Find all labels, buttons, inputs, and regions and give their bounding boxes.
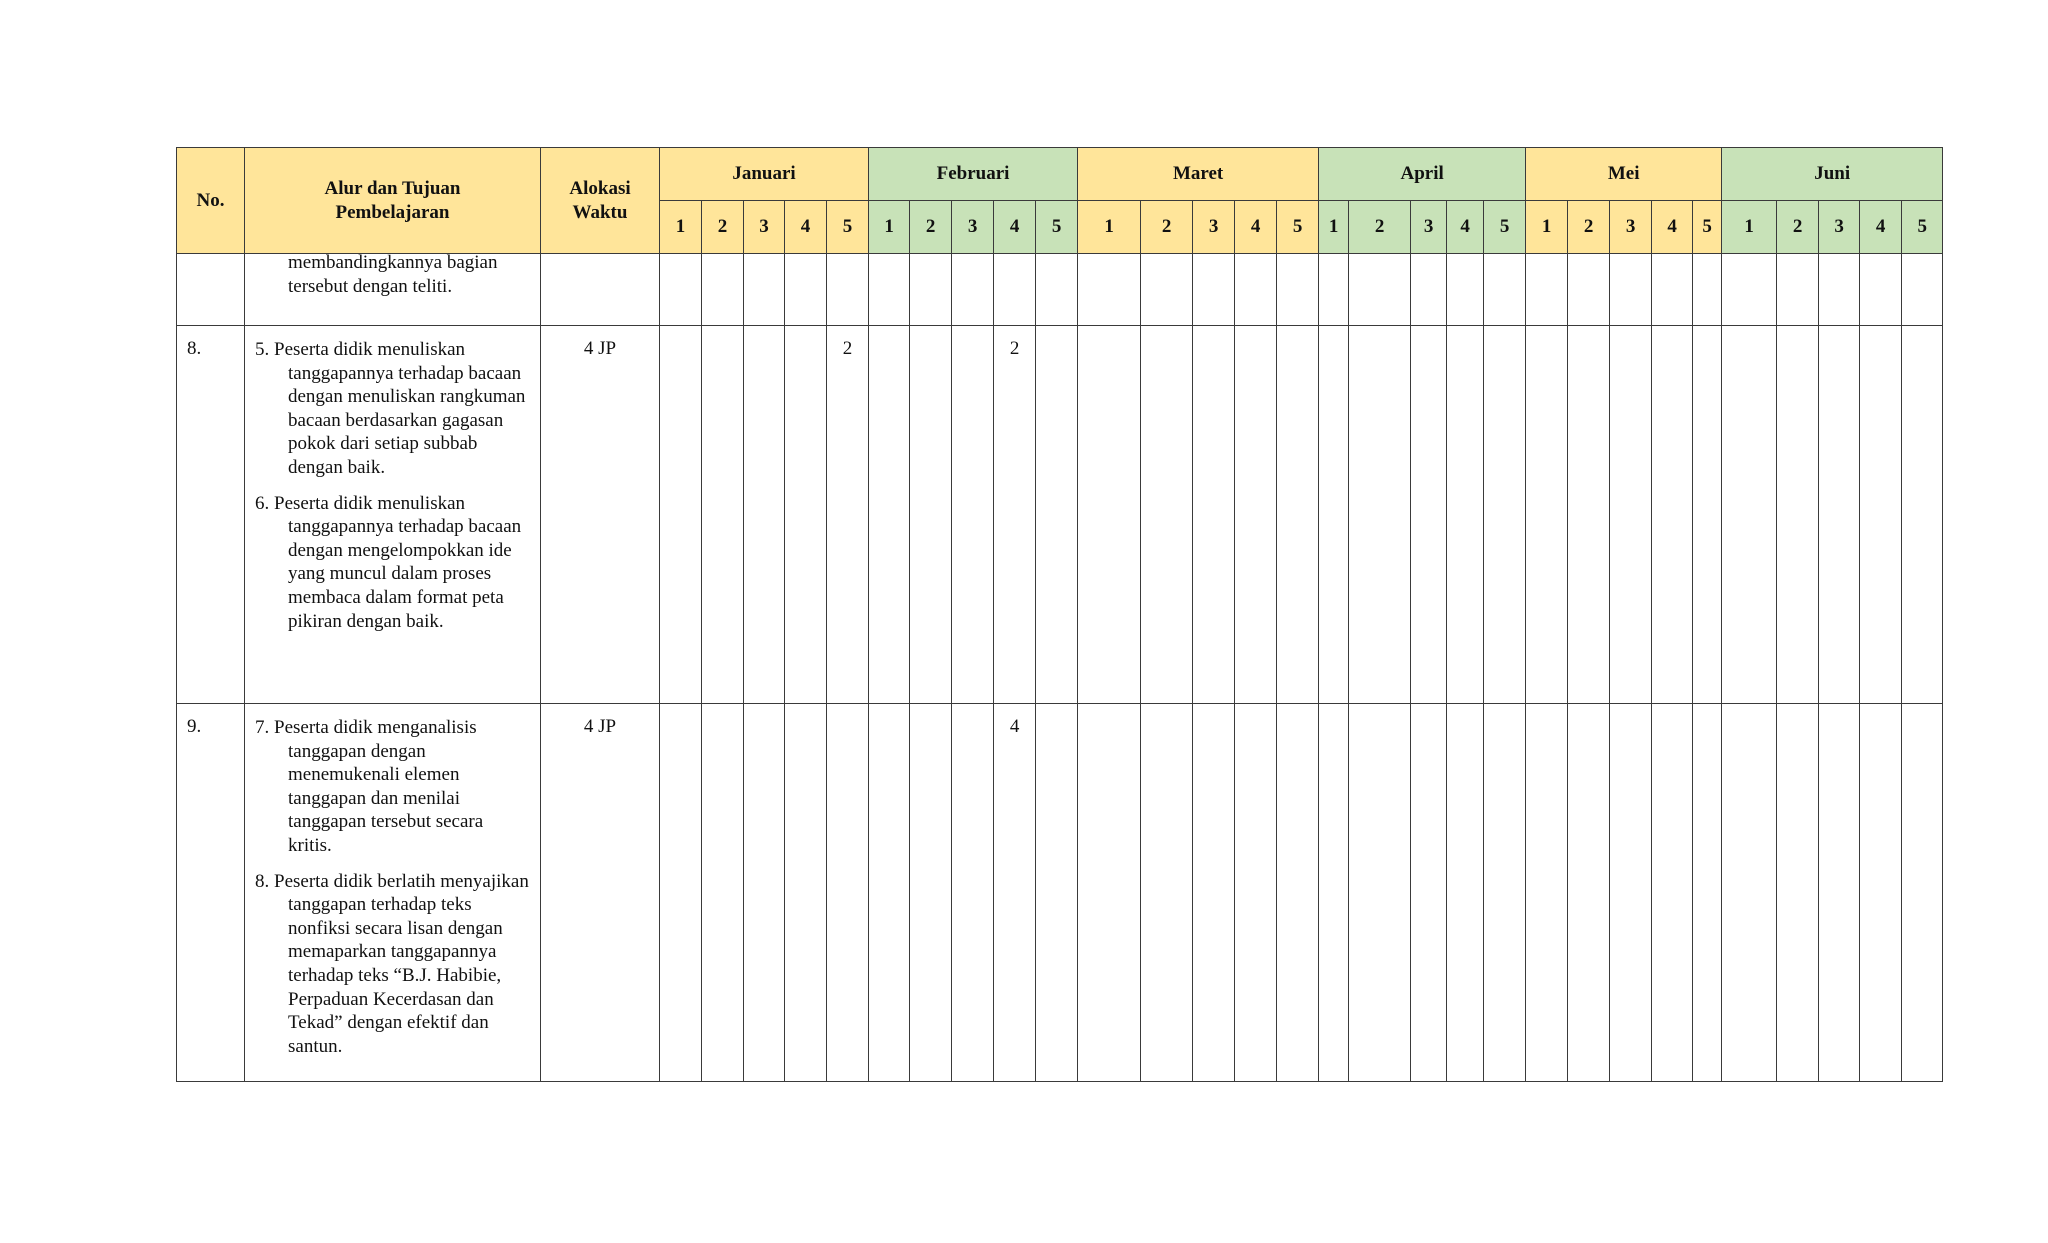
week-cell [1319, 704, 1349, 1082]
month-maret: Maret [1078, 148, 1319, 201]
week-cell [1568, 704, 1610, 1082]
week-cell [1902, 254, 1943, 326]
week-number: 1 [1078, 201, 1141, 254]
week-cell [744, 254, 785, 326]
week-number: 3 [1411, 201, 1447, 254]
week-cell [1568, 326, 1610, 704]
week-cell [1349, 254, 1411, 326]
learning-objectives [245, 704, 541, 1082]
learning-objectives [245, 254, 541, 326]
week-cell [1141, 254, 1193, 326]
week-cell [1036, 326, 1078, 704]
objective-item: 5. Peserta didik menuliskan tanggapannya terhadap bacaan dengan menuliskan rangkuman bacaan berdasarkan gagasan pokok dari setiap subbab dengan baik. [255, 339, 526, 478]
week-cell [1777, 326, 1819, 704]
week-cell [702, 254, 744, 326]
week-cell [952, 704, 994, 1082]
week-number: 5 [1484, 201, 1526, 254]
month-januari: Januari [660, 148, 869, 201]
week-cell [1277, 254, 1319, 326]
month-juni: Juni [1722, 148, 1943, 201]
week-cell [702, 326, 744, 704]
week-cell [1777, 254, 1819, 326]
header-row [177, 148, 1943, 201]
week-cell [827, 254, 869, 326]
week-cell [1141, 704, 1193, 1082]
week-cell [1447, 704, 1484, 1082]
week-cell [910, 326, 952, 704]
week-number: 2 [702, 201, 744, 254]
week-cell [1610, 254, 1652, 326]
week-cell [1693, 326, 1722, 704]
week-cell [1722, 704, 1777, 1082]
week-cell [785, 254, 827, 326]
table-row [177, 254, 1943, 326]
week-cell [1235, 326, 1277, 704]
week-cell [1610, 326, 1652, 704]
month-mei: Mei [1526, 148, 1722, 201]
objective-item: 7. Peserta didik menganalisis tanggapan dengan menemukenali elemen tanggapan dan menilai tanggapan tersebut secara kritis. [255, 717, 484, 856]
row-number [177, 254, 245, 326]
week-number: 2 [1141, 201, 1193, 254]
week-cell [1610, 704, 1652, 1082]
week-cell [1484, 254, 1526, 326]
week-cell [1078, 326, 1141, 704]
row-number: 9. [177, 704, 245, 1082]
week-number: 1 [660, 201, 702, 254]
week-number: 4 [785, 201, 827, 254]
week-cell [1078, 704, 1141, 1082]
week-number: 5 [1277, 201, 1319, 254]
time-allocation: 4 JP [541, 326, 660, 704]
week-cell [1036, 254, 1078, 326]
week-cell [1693, 704, 1722, 1082]
week-number: 4 [1860, 201, 1902, 254]
week-cell [660, 254, 702, 326]
week-cell [1860, 254, 1902, 326]
week-cell [1693, 254, 1722, 326]
week-number: 3 [952, 201, 994, 254]
week-cell [1819, 326, 1860, 704]
week-cell [1349, 326, 1411, 704]
week-cell [1819, 704, 1860, 1082]
row-number: 8. [177, 326, 245, 704]
week-cell [1319, 326, 1349, 704]
week-cell [1484, 326, 1526, 704]
week-number: 3 [744, 201, 785, 254]
week-number: 4 [1235, 201, 1277, 254]
week-cell [910, 254, 952, 326]
week-number: 1 [1526, 201, 1568, 254]
week-number: 2 [910, 201, 952, 254]
week-cell [1349, 704, 1411, 1082]
week-cell [1484, 704, 1526, 1082]
week-cell [744, 326, 785, 704]
week-cell [1902, 704, 1943, 1082]
week-cell [1902, 326, 1943, 704]
week-cell [1777, 704, 1819, 1082]
week-cell: 2 [827, 326, 869, 704]
week-number: 4 [994, 201, 1036, 254]
week-cell [785, 326, 827, 704]
week-number: 3 [1610, 201, 1652, 254]
week-number: 2 [1349, 201, 1411, 254]
week-number: 5 [1693, 201, 1722, 254]
objective-item: 8. Peserta didik berlatih menyajikan tanggapan terhadap teks nonfiksi secara lisan dengan memaparkan tanggapannya terhadap teks “B.J. Habibie, Perpaduan Kecerdasan dan Tekad” dengan efektif dan santun. [255, 870, 529, 1057]
week-cell [1193, 326, 1235, 704]
month-februari: Februari [869, 148, 1078, 201]
week-cell [744, 704, 785, 1082]
week-number: 1 [1722, 201, 1777, 254]
week-cell [1447, 326, 1484, 704]
week-cell [1819, 254, 1860, 326]
week-number: 1 [1319, 201, 1349, 254]
week-cell [1319, 254, 1349, 326]
week-cell [1860, 704, 1902, 1082]
week-cell [785, 704, 827, 1082]
week-cell [1568, 254, 1610, 326]
time-allocation: 4 JP [541, 704, 660, 1082]
header-no: No. [177, 148, 245, 254]
week-number: 4 [1447, 201, 1484, 254]
objective-item: 6. Peserta didik menuliskan tanggapannya terhadap bacaan dengan mengelompokkan ide yang muncul dalam proses membaca dalam format peta pikiran dengan baik. [255, 492, 522, 632]
week-number: 5 [827, 201, 869, 254]
week-cell [1078, 254, 1141, 326]
week-number: 2 [1568, 201, 1610, 254]
continued-text: membandingkannya bagian tersebut dengan teliti. [288, 252, 498, 297]
week-cell [1722, 326, 1777, 704]
week-cell [1193, 704, 1235, 1082]
week-cell [1411, 704, 1447, 1082]
week-cell [1411, 326, 1447, 704]
week-cell [1411, 254, 1447, 326]
week-number: 5 [1902, 201, 1943, 254]
week-cell [1652, 254, 1693, 326]
week-cell [1036, 704, 1078, 1082]
week-cell: 4 [994, 704, 1036, 1082]
week-cell: 2 [994, 326, 1036, 704]
header-alur: Alur dan Tujuan Pembelajaran [245, 148, 541, 254]
week-cell [1277, 704, 1319, 1082]
learning-objectives [245, 326, 541, 704]
week-cell [1652, 704, 1693, 1082]
week-cell [1722, 254, 1777, 326]
week-number: 2 [1777, 201, 1819, 254]
week-cell [952, 326, 994, 704]
week-cell [869, 326, 910, 704]
week-number: 4 [1652, 201, 1693, 254]
week-number: 1 [869, 201, 910, 254]
header-alokasi: Alokasi Waktu [541, 148, 660, 254]
week-cell [1526, 254, 1568, 326]
week-cell [660, 326, 702, 704]
week-number: 5 [1036, 201, 1078, 254]
week-cell [1526, 704, 1568, 1082]
week-cell [1193, 254, 1235, 326]
schedule-table [176, 147, 1943, 1082]
week-cell [827, 704, 869, 1082]
week-cell [1447, 254, 1484, 326]
week-cell [1235, 704, 1277, 1082]
week-cell [1235, 254, 1277, 326]
week-number: 3 [1819, 201, 1860, 254]
week-cell [994, 254, 1036, 326]
week-cell [660, 704, 702, 1082]
week-cell [952, 254, 994, 326]
week-cell [702, 704, 744, 1082]
table-row [177, 704, 1943, 1082]
table-row [177, 326, 1943, 704]
week-cell [1860, 326, 1902, 704]
time-allocation [541, 254, 660, 326]
week-cell [910, 704, 952, 1082]
week-cell [869, 704, 910, 1082]
month-april: April [1319, 148, 1526, 201]
week-cell [1652, 326, 1693, 704]
week-cell [1141, 326, 1193, 704]
week-cell [1277, 326, 1319, 704]
week-cell [869, 254, 910, 326]
week-number: 3 [1193, 201, 1235, 254]
week-cell [1526, 326, 1568, 704]
